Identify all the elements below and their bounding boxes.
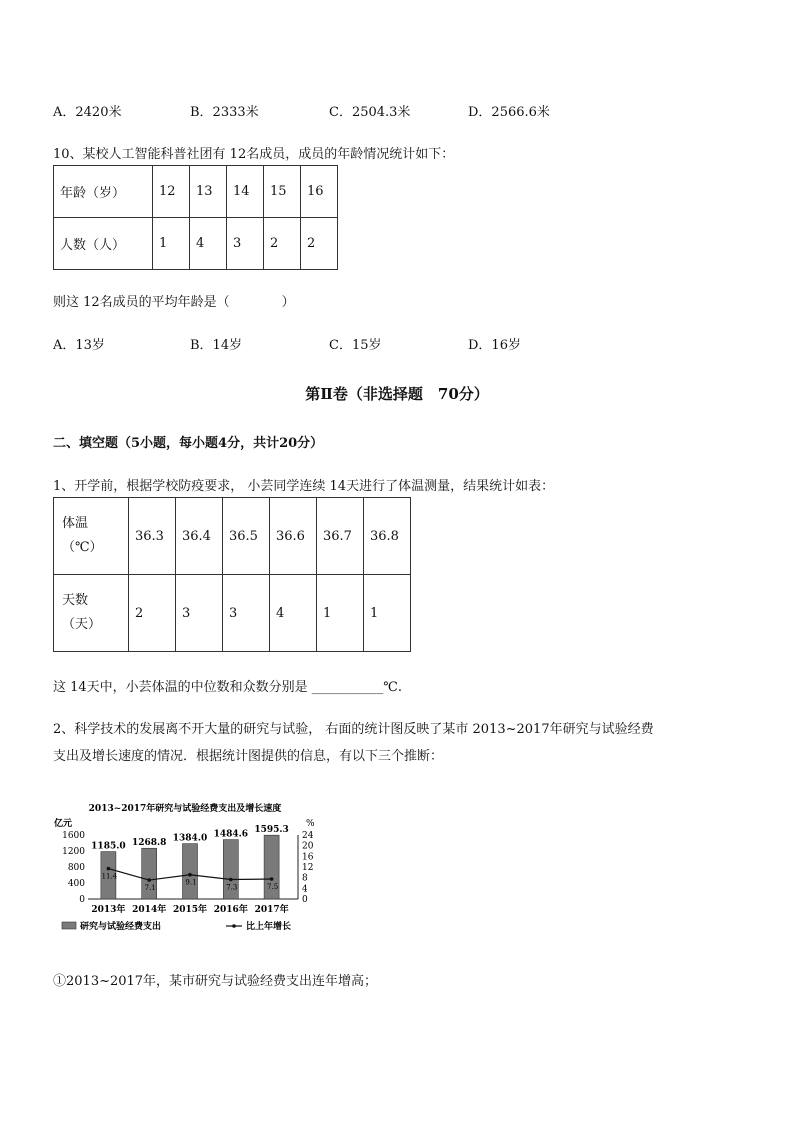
table-cell: 14 [227, 166, 264, 218]
growth-point [188, 873, 192, 877]
table-cell: 36.5 [223, 498, 270, 575]
f1-answer-line: 这 14天中，小芸体温的中位数和众数分别是 ___________℃. [53, 680, 402, 695]
prev-option-d: D．2566.6米 [468, 105, 550, 120]
table-cell: 36.7 [317, 498, 364, 575]
table-cell: 2 [129, 575, 176, 652]
table-cell: 3 [176, 575, 223, 652]
growth-data-label: 11.4 [101, 872, 118, 881]
f1-stem: 1、开学前，根据学校防疫要求， 小芸同学连续 14天进行了体温测量，结果统计如表： [53, 479, 555, 494]
expenditure-chart [50, 795, 320, 940]
table-cell: 4 [190, 218, 227, 270]
q10-option-a: A．13岁 [53, 338, 105, 353]
table-header-cell [54, 498, 129, 575]
table-row [54, 166, 338, 218]
q10-option-c: C．15岁 [329, 338, 382, 353]
part2-title: 第Ⅱ卷（非选择题 70分） [305, 385, 489, 403]
table-row [54, 218, 338, 270]
table-cell: 12 [153, 166, 190, 218]
section-title: 二、填空题（5小题，每小题4分，共计20分） [53, 436, 324, 451]
table-cell: 2 [301, 218, 338, 270]
f2-statement-1: ①2013~2017年，某市研究与试验经费支出连年增高； [53, 974, 378, 989]
legend-line-marker [232, 924, 236, 928]
f2-stem-line2: 支出及增长速度的情况．根据统计图提供的信息，有以下三个推断： [53, 749, 444, 764]
x-tick-label: 2013年 [91, 905, 126, 915]
table-cell: 15 [264, 166, 301, 218]
right-tick-label: 8 [302, 873, 308, 884]
table-row [54, 575, 411, 652]
right-tick-label: 24 [302, 831, 314, 841]
q10-age-table [53, 165, 338, 270]
table-cell: 1 [364, 575, 411, 652]
bar [183, 844, 198, 899]
table-cell: 1 [153, 218, 190, 270]
table-cell: 4 [270, 575, 317, 652]
table-cell: 36.3 [129, 498, 176, 575]
left-tick-label: 400 [67, 879, 85, 889]
left-tick-label: 1600 [62, 831, 85, 841]
header-unit: （天） [62, 617, 102, 632]
growth-point [107, 867, 111, 871]
growth-point [229, 878, 233, 882]
q10-option-d: D．16岁 [468, 338, 521, 353]
left-tick-label: 1200 [62, 847, 85, 857]
x-tick-label: 2017年 [254, 905, 289, 915]
legend-bar-swatch [62, 922, 76, 929]
f1-temperature-table [53, 497, 411, 652]
left-tick-label: 800 [67, 863, 85, 873]
table-cell: 3 [227, 218, 264, 270]
right-tick-label: 0 [302, 895, 308, 905]
table-cell: 36.8 [364, 498, 411, 575]
growth-data-label: 7.5 [267, 883, 279, 891]
growth-data-label: 7.1 [144, 884, 156, 893]
table-cell: 16 [301, 166, 338, 218]
legend-line-label: 比上年增长 [246, 922, 292, 932]
table-cell: 3 [223, 575, 270, 652]
prev-option-a: A．2420米 [53, 105, 122, 120]
x-tick-label: 2015年 [172, 905, 208, 915]
bar-data-label: 1384.0 [172, 833, 208, 844]
x-tick-label: 2016年 [213, 905, 248, 915]
chart-title: 2013~2017年研究与试验经费支出及增长速度 [88, 804, 282, 814]
prev-option-b: B．2333米 [190, 105, 259, 120]
prev-option-c: C．2504.3米 [329, 105, 411, 120]
bar-data-label: 1268.8 [131, 838, 167, 849]
header-unit: （℃） [62, 540, 103, 555]
q10-stem: 10、某校人工智能科普社团有 12名成员，成员的年龄情况统计如下： [53, 147, 455, 162]
growth-data-label: 9.1 [185, 878, 197, 887]
right-tick-label: 16 [302, 852, 314, 863]
f2-stem-line1: 2、科学技术的发展离不开大量的研究与试验， 右面的统计图反映了某市 2013~2017年研究与试验经费 [53, 722, 654, 737]
table-header-cell [54, 575, 129, 652]
table-cell: 13 [190, 166, 227, 218]
table-row [54, 498, 411, 575]
header-text: 体温 [62, 516, 89, 531]
table-header-cell: 年龄（岁） [54, 166, 153, 218]
right-tick-label: 4 [302, 884, 308, 895]
growth-point [270, 877, 274, 881]
right-tick-label: 20 [302, 841, 314, 852]
header-text: 天数 [62, 593, 89, 608]
bar-data-label: 1185.0 [91, 841, 126, 852]
left-tick-label: 0 [79, 895, 85, 905]
table-cell: 1 [317, 575, 364, 652]
table-cell: 2 [264, 218, 301, 270]
right-tick-label: 12 [302, 863, 314, 873]
bar-data-label: 1595.3 [254, 825, 289, 836]
left-axis-label: 亿元 [54, 819, 73, 829]
growth-data-label: 7.3 [226, 883, 238, 892]
q10-option-b: B．14岁 [190, 338, 243, 353]
table-header-cell: 人数（人） [54, 218, 153, 270]
growth-point [147, 878, 151, 882]
q10-question: 则这 12名成员的平均年龄是（ ） [53, 295, 295, 310]
legend-bar-label: 研究与试验经费支出 [80, 922, 162, 932]
bar-data-label: 1484.6 [213, 829, 249, 840]
right-axis-label: % [306, 819, 315, 829]
table-cell: 36.4 [176, 498, 223, 575]
x-tick-label: 2014年 [132, 905, 167, 915]
table-cell: 36.6 [270, 498, 317, 575]
